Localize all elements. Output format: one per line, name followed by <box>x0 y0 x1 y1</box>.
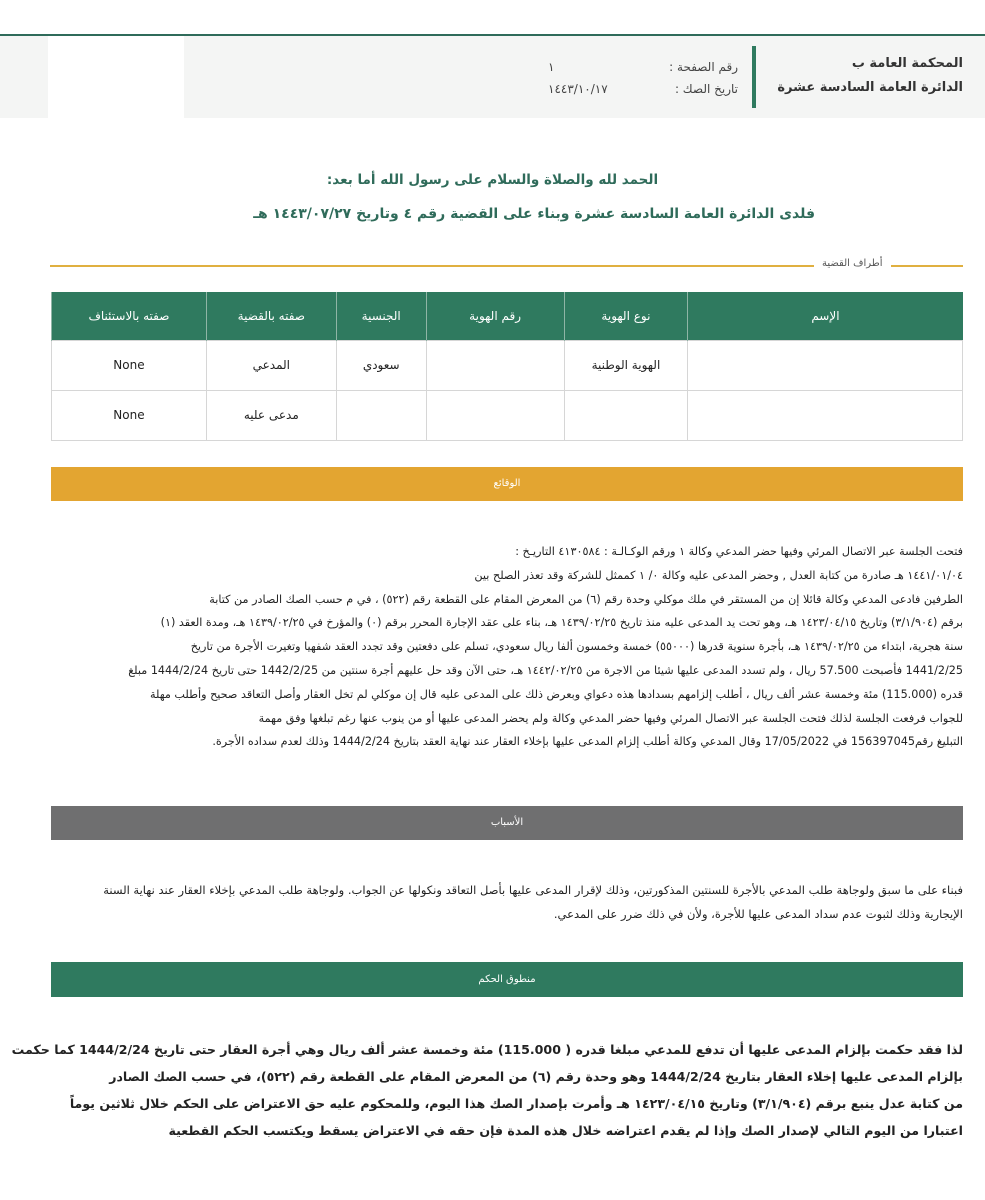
verdict-line: لذا فقد حكمت بإلزام المدعى عليها أن تدفع للمدعي مبلغا قدره ( 115.000) مئة وخمسة عشر ألف ريال وهي أجرة العقار حتى تاريخ 1444/2/24 كما حكمت <box>11 1042 963 1057</box>
parties-table <box>51 292 963 441</box>
reasons-section-bar: الأسباب <box>51 806 963 840</box>
cell-id-type <box>564 390 688 440</box>
facts-line: التبليغ رقم156397045 في 17/05/2022 وقال المدعي وكالة أطلب إلزام المدعى عليها بإخلاء العقار عند نهاية العقد بتاريخ 1444/2/24 وذلك لعدم سداده الأجرة. <box>212 735 963 749</box>
cell-id-number <box>426 390 564 440</box>
facts-line: ١٤٤١/٠١/٠٤ هـ صادرة من كتابة العدل , وحضر المدعى عليه وكالة ٠/ ١ كممثل للشركة وقد تعذر الصلح بين <box>474 568 963 582</box>
cell-name <box>688 390 963 440</box>
table-header-row <box>52 292 963 340</box>
verdict-line: بإلزام المدعى عليها إخلاء العقار بتاريخ 1444/2/24 وهو وحدة رقم (٦) من المعرض المقام على القطعة رقم (٥٢٢)، في حسب الصك الصادر <box>109 1069 963 1084</box>
cell-nationality <box>336 390 426 440</box>
verdict-section-bar: منطوق الحكم <box>51 962 963 997</box>
cell-name <box>688 340 963 390</box>
cell-nationality: سعودي <box>336 340 426 390</box>
court-name: المحكمة العامة ب <box>851 56 963 71</box>
verdict-line: اعتبارا من اليوم التالي لإصدار الصك وإذا لم يقدم اعتراضه خلال هذه المدة فإن حقه في الاعتراض يسقط ويكتسب الحكم القطعية <box>168 1123 963 1138</box>
cell-id-number <box>426 340 564 390</box>
table-row <box>52 340 963 390</box>
col-appeal-role: صفته بالاستئناف <box>52 292 207 340</box>
facts-line: للجواب فرفعت الجلسة لذلك فتحت الجلسة عبر الاتصال المرئي وفيها حضر المدعي وكالة ولم يحضر المدعى عليها أو من ينوب عنها رغم تبلغها وفق مهمة <box>258 711 963 725</box>
greeting: الحمد لله والصلاة والسلام على رسول الله أما بعد: <box>326 172 659 188</box>
parties-title: أطراف القضية <box>814 258 891 269</box>
case-intro: فلدى الدائرة العامة السادسة عشرة وبناء على القضية رقم ٤ وتاريخ ١٤٤٣/٠٧/٢٧ هـ <box>253 206 815 222</box>
facts-line: سنة هجرية، ابتداء من ١٤٣٩/٠٢/٢٥ هـ، بأجرة سنوية قدرها (٥٥٠٠٠) خمسة وخمسون ألفا ريال سعودي، تسلم على دفعتين وقد تجدد العقد شفهيا وتغيرت الأجرة من تاريخ <box>190 640 963 654</box>
page-number-value: ١ <box>548 60 555 74</box>
court-info <box>773 52 963 100</box>
verdict-text <box>11 1036 963 1144</box>
cell-appeal-role: None <box>52 390 207 440</box>
verdict-line: من كتابة عدل ينبع برقم (٣/١/٩٠٤) وتاريخ ١٤٢٣/٠٤/١٥ هـ وأمرت بإصدار الصك هذا اليوم، وللمحكوم عليه حق الاعتراض على الحكم خلال ثلاثين يوماً <box>69 1096 963 1111</box>
col-nationality: الجنسية <box>336 292 426 340</box>
col-name: الإسم <box>688 292 963 340</box>
circuit-name: الدائرة العامة السادسة عشرة <box>777 80 963 95</box>
col-id-type: نوع الهوية <box>564 292 688 340</box>
facts-line: 1441/2/25 فأصبحت 57.500 ريال ، ولم تسدد المدعى عليها شيئا من الاجرة من ١٤٤٢/٠٢/٢٥ هـ، حتى الآن وقد حل عليهم أجرة سنتين من 1442/2/25 حتى تاريخ 1444/2/24 مبلغ <box>128 663 963 677</box>
deed-date-value: ١٤٤٣/١٠/١٧ <box>548 82 608 96</box>
reasons-line: الإيجارية وذلك لثبوت عدم سداد المدعى عليها للأجرة، ولأن في ذلك ضرر على المدعي. <box>553 907 963 921</box>
facts-line: فتحت الجلسة عبر الاتصال المرئي وفيها حضر المدعي وكالة ١ ورقم الوكـالـة : ٤١٣٠٥٨٤ التاريـخ : <box>515 545 963 558</box>
redaction-logo <box>48 36 184 118</box>
table-row <box>52 390 963 440</box>
col-role: صفته بالقضية <box>206 292 336 340</box>
facts-line: قدره (115.000) مئة وخمسة عشر ألف ريال ، أطلب إلزامهم بسدادها هذه دعواي وبعرض ذلك على المدعى عليه قال إن موكلي لم تخل العقار وأصل التعاقد صحيح وأطلب مهلة <box>150 687 963 701</box>
header-divider <box>752 46 756 108</box>
facts-line: برقم (٣/١/٩٠٤) وتاريخ ١٤٢٣/٠٤/١٥ هـ، وهو تحت يد المدعى عليه منذ تاريخ ١٤٣٩/٠٢/٢٥ هـ، بناء على عقد الإجارة المحرر برقم (٠) والمؤرخ في ١٤٣٩/٠٢/٢٥ هـ، ومدة العقد (١) <box>160 616 963 630</box>
facts-section-bar: الوقائع <box>51 467 963 501</box>
reasons-line: فبناء على ما سبق ولوجاهة طلب المدعي بالأجرة للسنتين المذكورتين، وذلك لإقرار المدعى عليها بأصل التعاقد ونكولها عن الجواب. ولوجاهة طلب المدعي بإخلاء العقار عند نهاية السنة <box>103 883 963 897</box>
deed-date-label: تاريخ الصك : <box>674 82 738 96</box>
cell-appeal-role: None <box>52 340 207 390</box>
facts-text <box>28 540 963 754</box>
col-id-number: رقم الهوية <box>426 292 564 340</box>
cell-role: مدعى عليه <box>206 390 336 440</box>
facts-line: الطرفين فادعى المدعي وكالة قائلا إن من المستقر في ملك موكلي وحدة رقم (٦) من المعرض المقام على القطعة رقم (٥٢٢) ، في م حسب الصك الصادر من كتابة <box>209 592 963 606</box>
cell-role: المدعي <box>206 340 336 390</box>
page-number-label: رقم الصفحة : <box>669 60 738 74</box>
reasons-text <box>28 878 963 926</box>
deed-meta <box>548 56 738 100</box>
cell-id-type: الهوية الوطنية <box>564 340 688 390</box>
